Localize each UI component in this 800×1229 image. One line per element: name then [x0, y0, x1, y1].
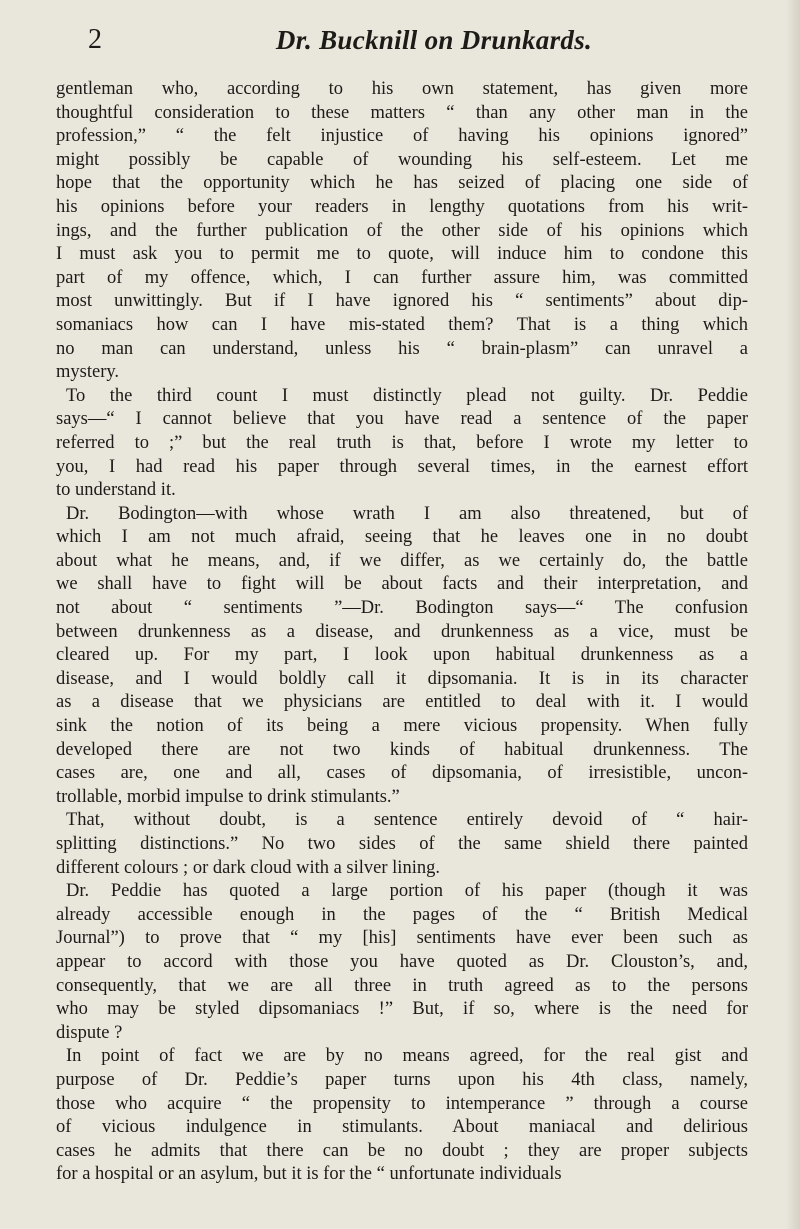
text-line: different colours ; or dark cloud with a silver lining. — [56, 857, 440, 878]
page-edge-shadow — [786, 0, 800, 1229]
text-line: Dr. Bodington—with whose wrath I am also threatened, but of — [66, 503, 748, 524]
text-line: cases he admits that there can be no doubt ; they are proper subjects — [56, 1140, 748, 1161]
running-head — [88, 20, 780, 60]
text-line: who may be styled dipsomaniacs !” But, if so, where is the need for — [56, 999, 748, 1020]
text-line: you, I had read his paper through several times, in the earnest effort — [56, 456, 748, 477]
text-line: cleared up. For my part, I look upon habitual drunkenness as a — [56, 645, 748, 666]
text-line: consequently, that we are all three in truth agreed as to the persons — [56, 975, 748, 996]
text-line: mystery. — [56, 362, 120, 383]
text-line: disease, and I would boldly call it dipsomania. It is in its character — [56, 668, 748, 689]
text-line: most unwittingly. But if I have ignored his “ sentiments” about dip- — [56, 291, 748, 312]
text-line: those who acquire “ the propensity to intemperance ” through a course — [56, 1093, 748, 1114]
text-line: as a disease that we physicians are entitled to deal with it. I would — [56, 692, 748, 713]
paragraph — [56, 809, 748, 880]
text-line: about what he means, and, if we differ, as we certainly do, the battle — [56, 550, 748, 571]
text-line: splitting distinctions.” No two sides of the same shield there painted — [56, 834, 748, 854]
text-line: might possibly be capable of wounding his self-esteem. Let me — [56, 149, 748, 170]
text-line: sink the notion of its being a mere vicious propensity. When fully — [56, 716, 748, 737]
text-line: Dr. Peddie has quoted a large portion of his paper (though it was — [66, 881, 748, 902]
text-line: gentleman who, according to his own statement, has given more — [56, 79, 748, 99]
text-line: referred to ;” but the real truth is that, before I wrote my letter to — [56, 432, 748, 453]
text-line: developed there are not two kinds of habitual drunkenness. The — [56, 739, 748, 760]
paragraph — [56, 880, 748, 1045]
text-line: To the third count I must distinctly plead not guilty. Dr. Peddie — [66, 385, 748, 406]
text-line: says—“ I cannot believe that you have read a sentence of the paper — [56, 409, 748, 430]
text-line: between drunkenness as a disease, and drunkenness as a vice, must be — [56, 621, 748, 642]
text-line: ings, and the further publication of the other side of his opinions which — [56, 220, 748, 241]
text-line: already accessible enough in the pages of the “ British Medical — [56, 904, 748, 925]
text-line: to understand it. — [56, 480, 176, 501]
text-line: not about “ sentiments ”—Dr. Bodington says—“ The confusion — [56, 598, 748, 619]
text-line: no man can understand, unless his “ brain-plasm” can unravel a — [56, 338, 748, 359]
page-number: 2 — [88, 24, 102, 55]
paragraph — [56, 503, 748, 810]
text-line: appear to accord with those you have quoted as Dr. Clouston’s, and, — [56, 951, 748, 972]
text-line: purpose of Dr. Peddie’s paper turns upon his 4th class, namely, — [56, 1069, 748, 1090]
text-line: somaniacs how can I have mis-stated them? That is a thing which — [56, 314, 748, 335]
running-title: Dr. Bucknill on Drunkards. — [275, 25, 593, 55]
text-line: hope that the opportunity which he has seized of placing one side of — [56, 173, 748, 194]
text-line: for a hospital or an asylum, but it is for the “ unfortunate individuals — [56, 1164, 562, 1185]
text-line: trollable, morbid impulse to drink stimulants.” — [56, 786, 400, 807]
text-line: dispute ? — [56, 1022, 123, 1043]
paragraph — [56, 1045, 748, 1187]
text-line: That, without doubt, is a sentence entirely devoid of “ hair- — [66, 810, 748, 831]
paragraph — [56, 385, 748, 503]
text-line: profession,” “ the felt injustice of having his opinions ignored” — [56, 126, 748, 147]
text-line: his opinions before your readers in lengthy quotations from his writ- — [56, 196, 748, 217]
text-line: I must ask you to permit me to quote, will induce him to condone this — [56, 244, 748, 265]
text-line: of vicious indulgence in stimulants. About maniacal and delirious — [56, 1117, 748, 1138]
text-line: Journal”) to prove that “ my [his] sentiments have ever been such as — [56, 928, 748, 949]
text-line: part of my offence, which, I can further assure him, was committed — [56, 267, 748, 288]
text-line: cases are, one and all, cases of dipsomania, of irresistible, uncon- — [56, 763, 748, 784]
paragraph — [56, 78, 748, 385]
text-line: which I am not much afraid, seeing that he leaves one in no doubt — [56, 527, 748, 548]
body-text — [56, 78, 748, 1187]
text-line: In point of fact we are by no means agreed, for the real gist and — [66, 1046, 748, 1067]
text-line: we shall have to fight will be about facts and their interpretation, and — [56, 574, 748, 595]
text-line: thoughtful consideration to these matters “ than any other man in the — [56, 102, 748, 123]
